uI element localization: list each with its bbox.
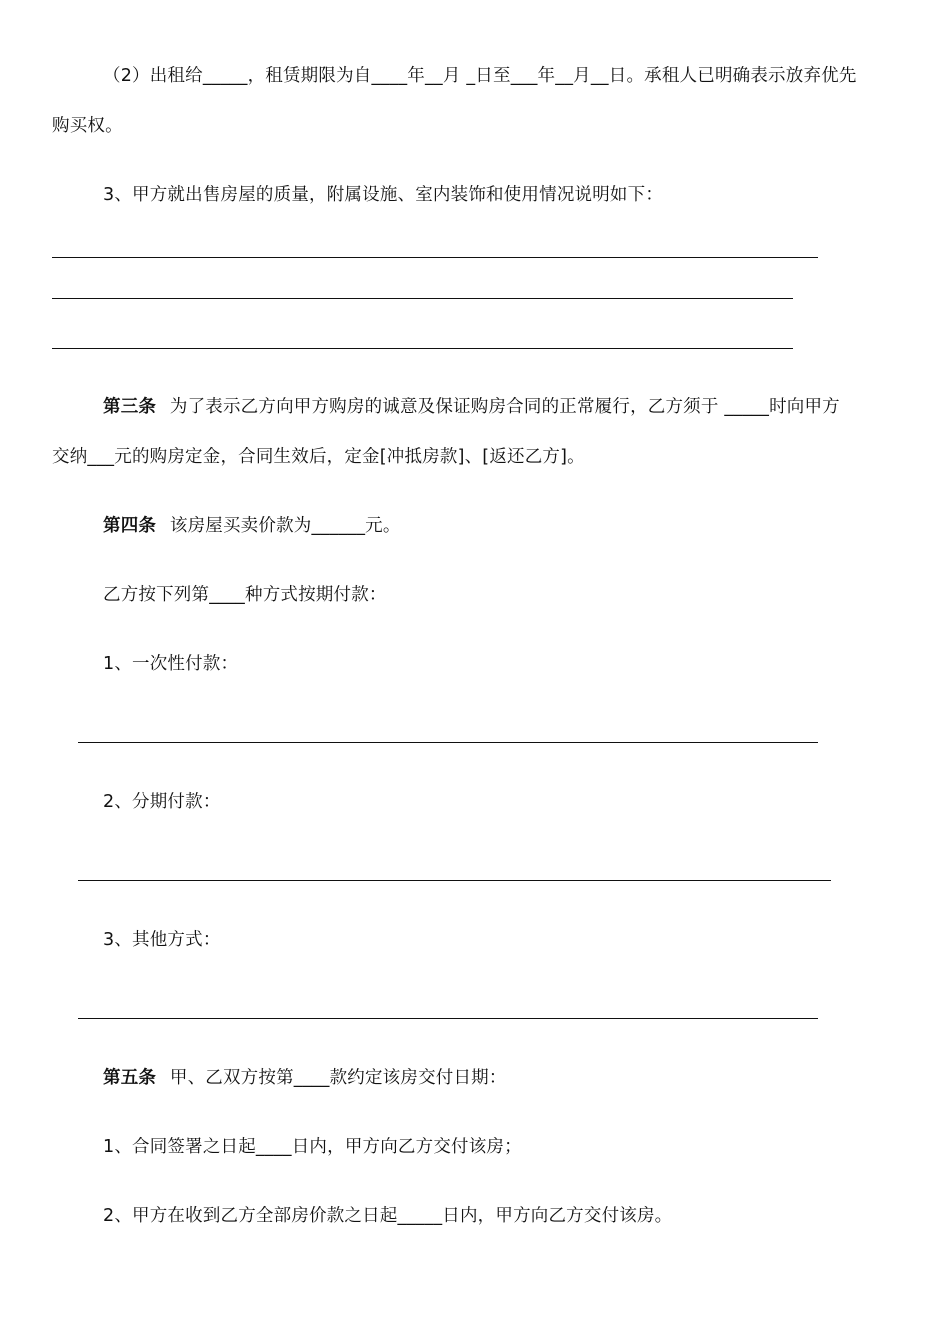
- article-3-text-1: 为了表示乙方向甲方购房的诚意及保证购房合同的正常履行，乙方须于 _____时向甲方: [169, 397, 840, 417]
- article-4-text: 该房屋买卖价款为______元。: [169, 516, 401, 536]
- blank-line-1: [52, 257, 818, 258]
- quality-clause: 3、甲方就出售房屋的质量，附属设施、室内装饰和使用情况说明如下：: [103, 185, 664, 205]
- lease-clause-line-2: 购买权。: [52, 116, 123, 136]
- lease-clause-line-1: （2）出租给_____，租赁期限为自____年__月 _日至___年__月__日。承租人已明确表示放弃优先: [103, 66, 857, 86]
- article-5-label: 第五条: [103, 1068, 157, 1088]
- payment-option-1: 1、一次性付款：: [103, 654, 239, 674]
- payment-option-3: 3、其他方式：: [103, 930, 221, 950]
- article-4-label: 第四条: [103, 516, 157, 536]
- payment-option-2-blank: [78, 880, 831, 881]
- article-3-line-2: 交纳___元的购房定金，合同生效后，定金[冲抵房款]、[返还乙方]。: [52, 447, 585, 467]
- payment-option-3-blank: [78, 1018, 818, 1019]
- article-5-line: [103, 1066, 507, 1090]
- article-3-line-1: [103, 395, 840, 419]
- delivery-option-2: 2、甲方在收到乙方全部房价款之日起_____日内，甲方向乙方交付该房。: [103, 1206, 673, 1226]
- blank-line-3: [52, 348, 793, 349]
- delivery-option-1: 1、合同签署之日起____日内，甲方向乙方交付该房；: [103, 1137, 522, 1157]
- article-3-label: 第三条: [103, 397, 157, 417]
- payment-option-1-blank: [78, 742, 818, 743]
- blank-line-2: [52, 298, 793, 299]
- payment-option-2: 2、分期付款：: [103, 792, 221, 812]
- article-5-text: 甲、乙双方按第____款约定该房交付日期：: [169, 1068, 507, 1088]
- article-4-line: [103, 514, 401, 538]
- payment-intro: 乙方按下列第____种方式按期付款：: [103, 585, 387, 605]
